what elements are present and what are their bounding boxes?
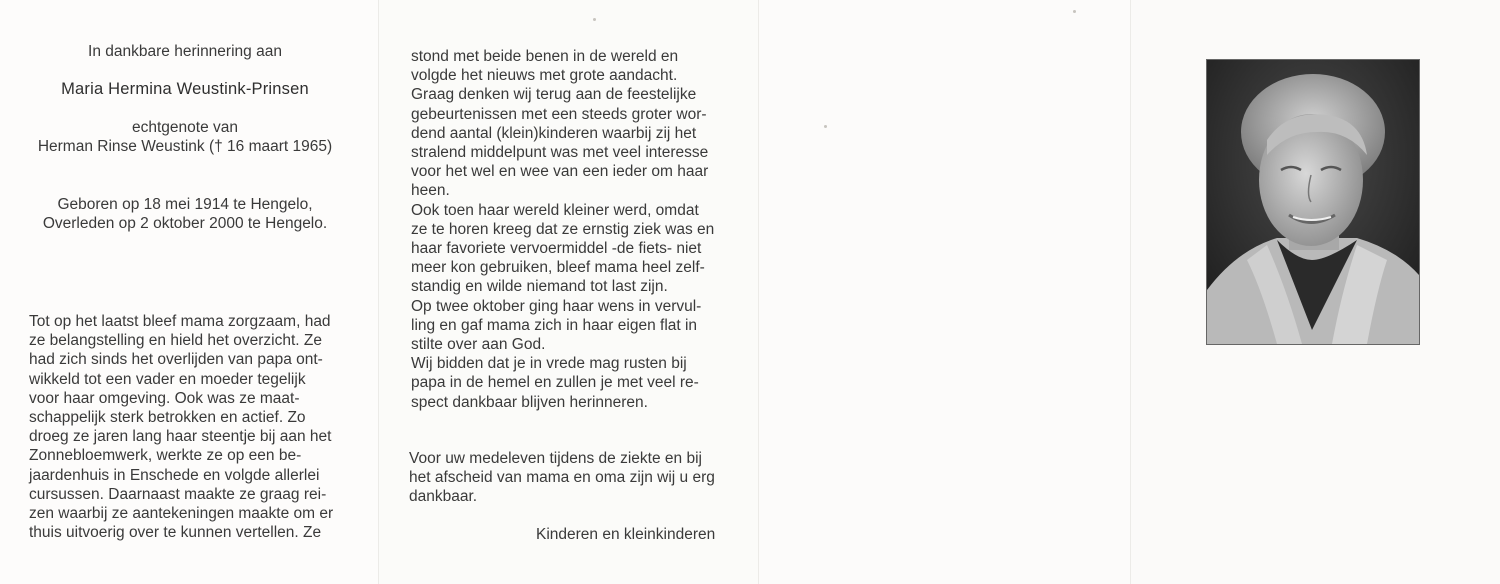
text-line: spect dankbaar blijven herinneren. — [411, 393, 648, 411]
text-line: Tot op het laatst bleef mama zorgzaam, had — [29, 313, 331, 330]
panel-blank — [758, 0, 1130, 584]
death-line: Overleden op 2 oktober 2000 te Hengelo. — [42, 215, 328, 232]
text-line: zen waarbij ze aantekeningen maakte om er — [29, 505, 334, 523]
spouse-name: Herman Rinse Weustink († 16 maart 1965) — [37, 138, 333, 155]
text-line: Ook toen haar wereld kleiner werd, omdat — [411, 201, 699, 219]
thanks-text — [409, 449, 719, 507]
text-line: had zich sinds het overlijden van papa ont- — [29, 351, 323, 369]
text-line: Zonnebloemwerk, werkte ze op een be- — [29, 447, 302, 465]
deceased-name: Maria Hermina Weustink-Prinsen — [61, 80, 309, 98]
portrait-icon — [1207, 60, 1419, 344]
text-line: papa in de hemel en zullen je met veel re- — [411, 374, 699, 392]
text-line: Wij bidden dat je in vrede mag rusten bij — [411, 355, 687, 373]
text-line: Voor uw medeleven tijdens de ziekte en bij — [409, 450, 702, 467]
text-line: stralend middelpunt was met veel interesse — [411, 144, 709, 162]
middle-body-text — [411, 47, 720, 412]
text-line: schappelijk sterk betrokken en actief. Zo — [29, 409, 306, 427]
text-line: voor het wel en wee van een ieder om haar — [411, 163, 709, 181]
fold-line — [1130, 0, 1131, 584]
text-line: stilte over aan God. — [411, 336, 546, 354]
text-line: cursussen. Daarnaast maakte ze graag rei- — [29, 485, 327, 503]
fold-line — [378, 0, 379, 584]
text-line: stond met beide benen in de wereld en — [411, 48, 679, 65]
intro-text: In dankbare herinnering aan — [88, 43, 282, 60]
text-line: standig en wilde niemand tot last zijn. — [411, 278, 668, 296]
text-line: heen. — [411, 182, 450, 200]
text-line: droeg ze jaren lang haar steentje bij aan het — [29, 428, 332, 446]
text-line: volgde het nieuws met grote aandacht. — [411, 67, 678, 85]
spouse-label: echtgenote van — [131, 119, 238, 136]
text-line: haar favoriete vervoermiddel -de fiets- niet — [411, 240, 702, 258]
left-body-text — [29, 312, 338, 542]
text-line: jaardenhuis in Enschede en volgde allerlei — [29, 466, 320, 484]
portrait-photo — [1206, 59, 1420, 345]
birth-line: Geboren op 18 mei 1914 te Hengelo, — [57, 196, 313, 213]
text-line: ze te horen kreeg dat ze ernstig ziek was en — [411, 220, 715, 238]
signoff: Kinderen en kleinkinderen — [536, 526, 716, 543]
text-line: ze belangstelling en hield het overzicht. Ze — [29, 332, 322, 350]
text-line: dankbaar. — [409, 488, 478, 506]
text-line: thuis uitvoerig over te kunnen vertellen. Ze — [29, 524, 322, 542]
text-line: voor haar omgeving. Ook was ze maat- — [29, 389, 300, 407]
text-line: het afscheid van mama en oma zijn wij u erg — [409, 469, 715, 487]
text-line: dend aantal (klein)kinderen waarbij zij het — [411, 124, 697, 142]
text-line: gebeurtenissen met een steeds groter wor- — [411, 105, 707, 123]
text-line: Op twee oktober ging haar wens in vervul- — [411, 297, 702, 315]
text-line: Graag denken wij terug aan de feestelijke — [411, 86, 697, 104]
paper-speck — [824, 125, 827, 128]
text-line: ling en gaf mama zich in haar eigen flat in — [411, 316, 698, 334]
text-line: meer kon gebruiken, bleef mama heel zelf- — [411, 259, 705, 277]
paper-speck — [1073, 10, 1076, 13]
paper-speck — [593, 18, 596, 21]
fold-line — [758, 0, 759, 584]
text-line: wikkeld tot een vader en moeder tegelijk — [29, 370, 306, 388]
